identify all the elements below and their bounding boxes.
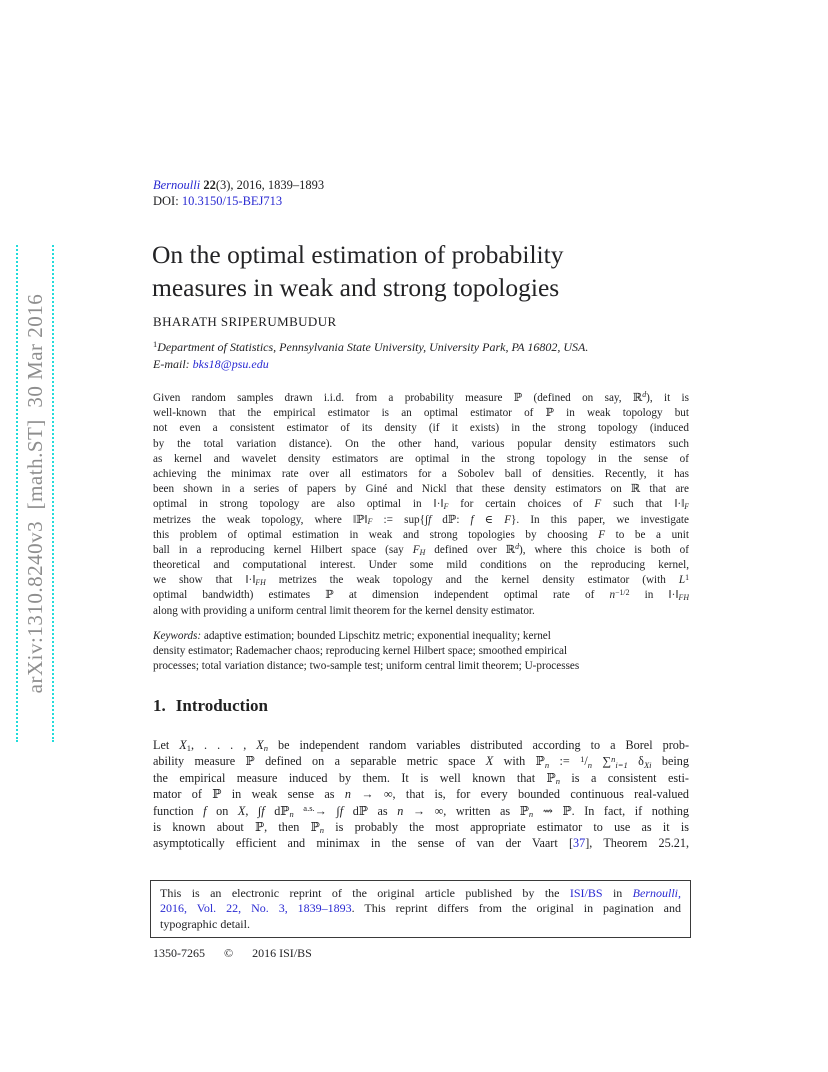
- text-segment: Let: [153, 738, 180, 752]
- text-segment: n: [555, 775, 560, 786]
- text-line: [153, 588, 689, 603]
- text-line: [153, 452, 689, 467]
- isibs-link[interactable]: ISI/BS: [569, 886, 603, 900]
- text-segment: X: [237, 803, 246, 818]
- text-segment: adaptive estimation; bounded Lipschitz metric; exponential inequality; kernel: [201, 630, 551, 642]
- text-line: [153, 558, 689, 573]
- text-segment: optimal bandwidth) estimates ℙ at dimension independent optimal rate of: [153, 589, 610, 602]
- text-segment: optimal in strong topology are also optimal in ‖·‖: [153, 498, 444, 511]
- doi-link[interactable]: 10.3150/15-BEJ713: [181, 194, 283, 208]
- text-line: [153, 356, 713, 373]
- text-line: [160, 901, 681, 916]
- text-line: [153, 770, 689, 786]
- text-segment: dℙ: [264, 803, 290, 818]
- text-segment: f: [203, 803, 207, 818]
- text-segment: ∑: [592, 754, 612, 769]
- text-segment: is a consistent esti-: [559, 770, 689, 785]
- text-line: [153, 786, 689, 802]
- bernoulli-link[interactable]: Bernoulli,: [632, 886, 681, 900]
- text-segment: X: [256, 738, 264, 752]
- text-segment: Xi: [643, 759, 652, 770]
- text-line: [153, 467, 689, 482]
- text-segment: . This reprint differs from the original in pagination and: [351, 901, 681, 916]
- text-segment: is probably the most appropriate estimator to use as it is: [324, 819, 689, 834]
- journal-header: [153, 177, 573, 209]
- text-line: [153, 391, 689, 406]
- text-line: [153, 819, 689, 835]
- journal-link[interactable]: Bernoulli: [153, 178, 201, 192]
- text-segment: n: [289, 808, 294, 819]
- text-segment: metrizes the weak topology, where ‖ℙ‖: [153, 513, 368, 526]
- text-line: [153, 644, 689, 659]
- text-segment: asymptotically efficient and minimax in the sense of van der Vaart [: [153, 836, 574, 851]
- text-segment: f: [428, 513, 432, 526]
- text-line: [153, 513, 689, 528]
- text-segment: }. In this paper, we investigate: [511, 513, 689, 526]
- ref-37-link[interactable]: 37: [573, 836, 586, 851]
- text-segment: ∈: [473, 513, 505, 526]
- text-segment: H: [419, 547, 426, 557]
- text-segment: F: [504, 513, 512, 526]
- issn-copyright-line: [153, 946, 312, 961]
- text-segment: achieving the minimax rate over all estimators for a Sobolev ball of densities. Recently, it has: [153, 467, 689, 480]
- text-segment: H: [683, 593, 689, 603]
- text-segment: f: [339, 803, 344, 818]
- text-segment: ), where this choice is both of: [518, 543, 689, 556]
- text-line: [153, 482, 689, 497]
- text-segment: n: [544, 759, 550, 770]
- text-segment: (3), 2016, 1839–1893: [215, 178, 325, 192]
- text-line: [160, 917, 681, 932]
- text-segment: X: [179, 738, 187, 752]
- text-segment: /: [584, 754, 588, 769]
- text-segment: Given random samples drawn i.i.d. from a probability measure ℙ (defined on say, ℝ: [153, 392, 643, 404]
- text-segment: H: [260, 578, 266, 588]
- text-line: [153, 803, 689, 819]
- text-segment: ⇝ ℙ. In fact, if nothing: [533, 803, 689, 818]
- text-segment: by the total variation distance). On the other hand, various popular density estimators such: [153, 437, 689, 450]
- text-segment: function: [153, 803, 204, 818]
- text-segment: F: [594, 498, 602, 511]
- section-heading-introduction: [153, 696, 268, 716]
- text-segment: density estimator; Rademacher chaos; reproducing kernel Hilbert space; smoothed empirical: [153, 645, 568, 658]
- text-segment: d: [515, 542, 519, 552]
- text-line: [153, 737, 689, 753]
- text-line: [153, 835, 689, 851]
- text-segment: defined over ℝ: [425, 543, 516, 556]
- text-segment: F: [443, 502, 449, 512]
- text-segment: been shown in a series of papers by Giné and Nickl that these density estimators on ℝ that are: [153, 483, 689, 496]
- text-line: measures in weak and strong topologies: [152, 273, 560, 302]
- text-line: [153, 573, 689, 588]
- text-line: [153, 497, 689, 512]
- text-segment: n: [609, 589, 616, 602]
- text-line: [153, 753, 689, 769]
- text-segment: dℙ as: [343, 803, 398, 818]
- text-segment: Department of Statistics, Pennsylvania State University, University Park, PA 16802, USA.: [157, 340, 589, 354]
- text-line: [153, 421, 689, 436]
- text-segment: along with providing a uniform central limit theorem for the kernel density estimator.: [153, 604, 535, 617]
- text-segment: such that ‖·‖: [601, 498, 685, 511]
- text-segment: metrizes the weak topology and the kernel density estimator (with: [265, 574, 679, 587]
- text-line: [153, 193, 573, 209]
- text-segment: → ∫: [314, 803, 340, 818]
- text-segment: the empirical measure induced by them. It is well known that ℙ: [153, 770, 556, 785]
- text-segment: F: [598, 528, 606, 541]
- section-number: 1.: [153, 696, 166, 715]
- text-segment: Keywords:: [153, 630, 202, 642]
- email-link[interactable]: bks18@psu.edu: [192, 356, 269, 371]
- text-segment: F: [678, 593, 684, 603]
- intro-paragraph: [153, 737, 689, 852]
- text-segment: −1/2: [615, 588, 630, 597]
- text-line: [153, 528, 689, 543]
- text-segment: in ‖·‖: [629, 589, 679, 602]
- author-affiliation: [153, 339, 713, 372]
- text-segment: n: [611, 753, 616, 764]
- author-name: BHARATH SRIPERUMBUDUR: [153, 314, 337, 329]
- text-segment: → ∞, that is, for every bounded continuous real-valued: [350, 787, 689, 802]
- text-segment: This is an electronic reprint of the original article published by the: [160, 886, 570, 900]
- text-line: [153, 604, 689, 619]
- text-segment: to be a unit: [605, 528, 689, 541]
- text-line: [153, 437, 689, 452]
- keywords: [153, 629, 689, 675]
- text-segment: f: [261, 803, 265, 818]
- text-segment: not even a consistent estimator of its density (if it exists) in the strong topology (induced: [153, 422, 689, 435]
- text-line: [153, 659, 689, 674]
- text-line: [153, 406, 689, 421]
- text-segment: n: [397, 803, 404, 818]
- text-segment: in: [602, 886, 633, 900]
- text-segment: 22: [203, 178, 216, 192]
- text-segment: this problem of optimal estimation in weak and strong topologies by choosing: [153, 528, 599, 541]
- text-segment: X: [485, 754, 494, 769]
- text-segment: d: [642, 391, 647, 400]
- text-segment: typographic detail.: [160, 916, 250, 931]
- text-segment: F: [255, 578, 261, 588]
- text-segment: a.s.: [303, 802, 315, 813]
- text-line: [153, 177, 573, 193]
- text-line: On the optimal estimation of probability: [152, 240, 564, 269]
- text-segment: 1: [580, 753, 585, 764]
- copyright-symbol: ©: [224, 946, 234, 960]
- reprint-notice-box: [150, 880, 691, 938]
- text-segment: n: [263, 743, 269, 754]
- text-segment: ), it is: [646, 392, 689, 404]
- text-segment: ], Theorem 25.21,: [585, 836, 689, 851]
- text-segment: 1: [186, 743, 191, 754]
- text-segment: is known about ℙ, then ℙ: [153, 819, 320, 834]
- text-line: [153, 543, 689, 558]
- text-segment: be independent random variables distributed according to a Borel prob-: [268, 738, 689, 752]
- text-segment: dℙ:: [431, 513, 471, 526]
- text-segment: 1: [685, 573, 689, 582]
- text-segment: n: [528, 808, 534, 819]
- text-segment: → ∞, written as ℙ: [403, 803, 529, 818]
- volume-link[interactable]: 2016, Vol. 22, No. 3, 1839–1893: [160, 901, 352, 916]
- abstract: [153, 391, 689, 619]
- text-segment: n: [344, 787, 351, 802]
- text-segment: , . . . ,: [190, 738, 257, 752]
- text-segment: being: [651, 754, 689, 769]
- text-segment: E-mail:: [153, 356, 193, 371]
- text-segment: := sup{∫: [372, 513, 429, 526]
- text-segment: :=: [549, 754, 581, 769]
- section-title: Introduction: [175, 696, 269, 715]
- text-line: [160, 886, 681, 901]
- text-segment: F: [367, 517, 373, 527]
- copyright-text: 2016 ISI/BS: [252, 946, 312, 960]
- text-segment: as kernel and wavelet density estimators are optimal in the strong topology in the sense of: [153, 452, 689, 465]
- text-segment: δ: [627, 754, 644, 769]
- text-segment: with ℙ: [493, 754, 545, 769]
- page-title: [152, 238, 712, 304]
- text-segment: DOI:: [153, 194, 182, 208]
- text-segment: , ∫: [245, 803, 262, 818]
- text-segment: ball in a reproducing kernel Hilbert space (say: [153, 543, 413, 556]
- text-segment: well-known that the empirical estimator is an optimal estimator of ℙ in weak topology but: [153, 407, 689, 420]
- text-line: [153, 339, 713, 356]
- text-segment: mator of ℙ in weak sense as: [153, 787, 345, 802]
- text-segment: processes; total variation distance; two-sample test; uniform central limit theorem; U-processes: [153, 660, 580, 673]
- arxiv-watermark: [16, 245, 54, 742]
- text-segment: L: [678, 574, 686, 587]
- text-segment: on: [206, 803, 238, 818]
- text-line: [153, 629, 689, 644]
- text-segment: f: [470, 513, 474, 526]
- text-segment: i=1: [615, 759, 628, 770]
- text-segment: n: [587, 759, 593, 770]
- text-segment: [294, 804, 304, 818]
- issn-number: 1350-7265: [153, 946, 205, 960]
- text-segment: we show that ‖·‖: [153, 574, 256, 587]
- arxiv-id-label: arXiv:1310.8240v3 [math.ST] 30 Mar 2016: [22, 293, 47, 694]
- text-segment: theoretical and computational interest. Under some mild conditions on the reproducing kernel,: [153, 559, 689, 572]
- text-segment: F: [412, 543, 420, 556]
- text-segment: F: [684, 502, 689, 512]
- text-segment: ability measure ℙ defined on a separable metric space: [153, 754, 486, 769]
- text-segment: 1: [153, 340, 158, 350]
- text-segment: for certain choices of: [448, 498, 595, 511]
- text-segment: n: [319, 825, 325, 836]
